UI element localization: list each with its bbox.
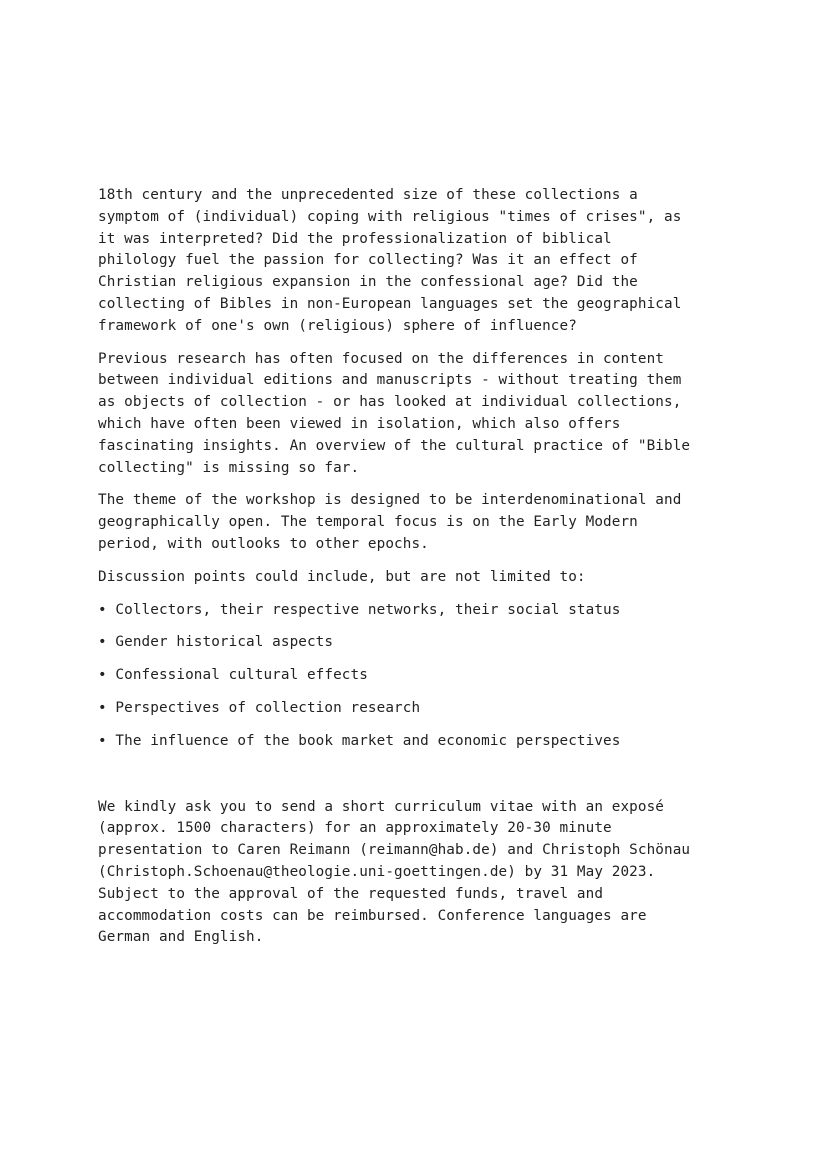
- text-line: fascinating insights. An overview of the cultural practice of "Bible: [98, 437, 691, 454]
- text-line: philology fuel the passion for collecting? Was it an effect of: [98, 252, 638, 269]
- text-line: Christian religious expansion in the confessional age? Did the: [98, 274, 638, 291]
- text-line: symptom of (individual) coping with religious "times of crises", as: [98, 208, 682, 225]
- text-line: (Christoph.Schoenau@theologie.uni-goettingen.de) by 31 May 2023.: [98, 863, 656, 880]
- discussion-points-list: [98, 600, 738, 753]
- list-item: • The influence of the book market and economic perspectives: [98, 732, 621, 749]
- text-line: collecting" is missing so far.: [98, 459, 360, 476]
- list-item: • Confessional cultural effects: [98, 667, 368, 684]
- document-body: [98, 185, 738, 960]
- paragraph-collection-motives: [98, 185, 738, 338]
- text-line: 18th century and the unprecedented size of these collections a: [98, 187, 638, 203]
- text-line: accommodation costs can be reimbursed. Conference languages are: [98, 907, 647, 924]
- list-item: • Perspectives of collection research: [98, 699, 421, 716]
- text-line: between individual editions and manuscripts - without treating them: [98, 372, 682, 389]
- list-item: • Collectors, their respective networks, their social status: [98, 601, 621, 618]
- text-line: collecting of Bibles in non-European languages set the geographical: [98, 295, 682, 312]
- list-item: • Gender historical aspects: [98, 634, 334, 651]
- text-line: Subject to the approval of the requested funds, travel and: [98, 885, 604, 902]
- text-line: (approx. 1500 characters) for an approximately 20-30 minute: [98, 820, 612, 837]
- text-line: which have often been viewed in isolation, which also offers: [98, 415, 621, 432]
- text-line: We kindly ask you to send a short curriculum vitae with an exposé: [98, 798, 664, 815]
- paragraph-previous-research: [98, 349, 738, 480]
- paragraph-workshop-theme: [98, 490, 738, 555]
- text-line: framework of one's own (religious) sphere of influence?: [98, 317, 577, 334]
- text-line: geographically open. The temporal focus is on the Early Modern: [98, 514, 638, 531]
- text-line: Discussion points could include, but are not limited to:: [98, 568, 586, 585]
- text-line: as objects of collection - or has looked at individual collections,: [98, 394, 682, 411]
- text-line: period, with outlooks to other epochs.: [98, 535, 429, 552]
- text-line: it was interpreted? Did the professionalization of biblical: [98, 230, 612, 247]
- text-line: The theme of the workshop is designed to be interdenominational and: [98, 492, 682, 509]
- text-line: German and English.: [98, 929, 264, 946]
- paragraph-submission-info: [98, 797, 738, 950]
- section-spacer: [98, 764, 738, 797]
- text-line: Previous research has often focused on the differences in content: [98, 350, 664, 367]
- paragraph-discussion-intro: [98, 567, 738, 589]
- text-line: presentation to Caren Reimann (reimann@hab.de) and Christoph Schönau: [98, 842, 691, 859]
